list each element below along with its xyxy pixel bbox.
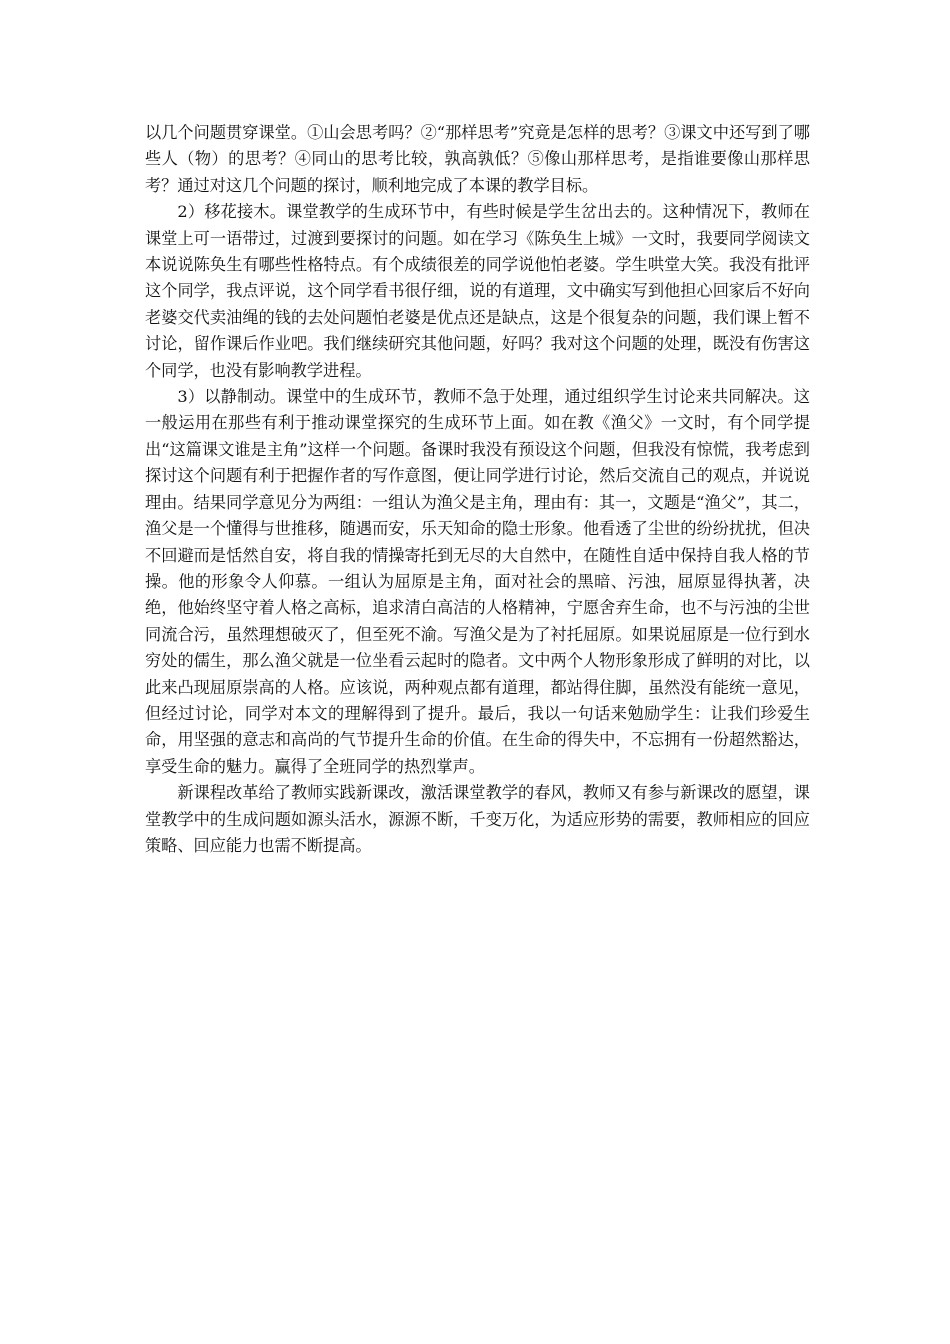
paragraph-conclusion: 新课程改革给了教师实践新课改，激活课堂教学的春风，教师又有参与新课改的愿望，课堂教学中的生成问题如源头活水，源源不断，千变万化，为适应形势的需要，教师相应的回应策略、回应能力也需不断提高。 — [145, 783, 810, 855]
document-page — [145, 120, 810, 859]
paragraph-method-3: 3）以静制动。课堂中的生成环节，教师不急于处理，通过组织学生讨论来共同解决。这一般运用在那些有利于推动课堂探究的生成环节上面。如在教《渔父》一文时，有个同学提出“这篇课文谁是主角”这样一个问题。备课时我没有预设这个问题，但我没有惊慌，我考虑到探讨这个问题有利于把握作者的写作意图，便让同学进行讨论，然后交流自己的观点，并说说理由。结果同学意见分为两组：一组认为渔父是主角，理由有：其一，文题是“渔父”，其二，渔父是一个懂得与世推移，随遇而安，乐天知命的隐士形象。他看透了尘世的纷纷扰扰，但决不回避而是恬然自安，将自我的情操寄托到无尽的大自然中，在随性自适中保持自我人格的节操。他的形象令人仰慕。一组认为屈原是主角，面对社会的黑暗、污浊，屈原显得执著，决绝，他始终坚守着人格之高标，追求清白高洁的人格精神，宁愿舍弃生命，也不与污浊的尘世同流合污，虽然理想破灭了，但至死不渝。写渔父是为了衬托屈原。如果说屈原是一位行到水穷处的儒生，那么渔父就是一位坐看云起时的隐者。文中两个人物形象形成了鲜明的对比，以此来凸现屈原崇高的人格。应该说，两种观点都有道理，都站得住脚，虽然没有能统一意见，但经过讨论，同学对本文的理解得到了提升。最后，我以一句话来勉励学生：让我们珍爱生命，用坚强的意志和高尚的气节提升生命的价值。在生命的得失中，不忘拥有一份超然豁达，享受生命的魅力。赢得了全班同学的热烈掌声。 — [145, 387, 810, 776]
paragraph-intro-questions: 以几个问题贯穿课堂。①山会思考吗？②“那样思考”究竟是怎样的思考？③课文中还写到了哪些人（物）的思考？④同山的思考比较，孰高孰低？⑤像山那样思考，是指谁要像山那样思考？通过对这几个问题的探讨，顺利地完成了本课的教学目标。 — [145, 123, 810, 195]
paragraph-method-2: 2）移花接木。课堂教学的生成环节中，有些时候是学生岔出去的。这种情况下，教师在课堂上可一语带过，过渡到要探讨的问题。如在学习《陈奂生上城》一文时，我要同学阅读文本说说陈奂生有哪些性格特点。有个成绩很差的同学说他怕老婆。学生哄堂大笑。我没有批评这个同学，我点评说，这个同学看书很仔细，说的有道理，文中确实写到他担心回家后不好向老婆交代卖油绳的钱的去处问题怕老婆是优点还是缺点，这是个很复杂的问题，我们课上暂不讨论，留作课后作业吧。我们继续研究其他问题，好吗？我对这个问题的处理，既没有伤害这个同学，也没有影响教学进程。 — [145, 202, 810, 380]
